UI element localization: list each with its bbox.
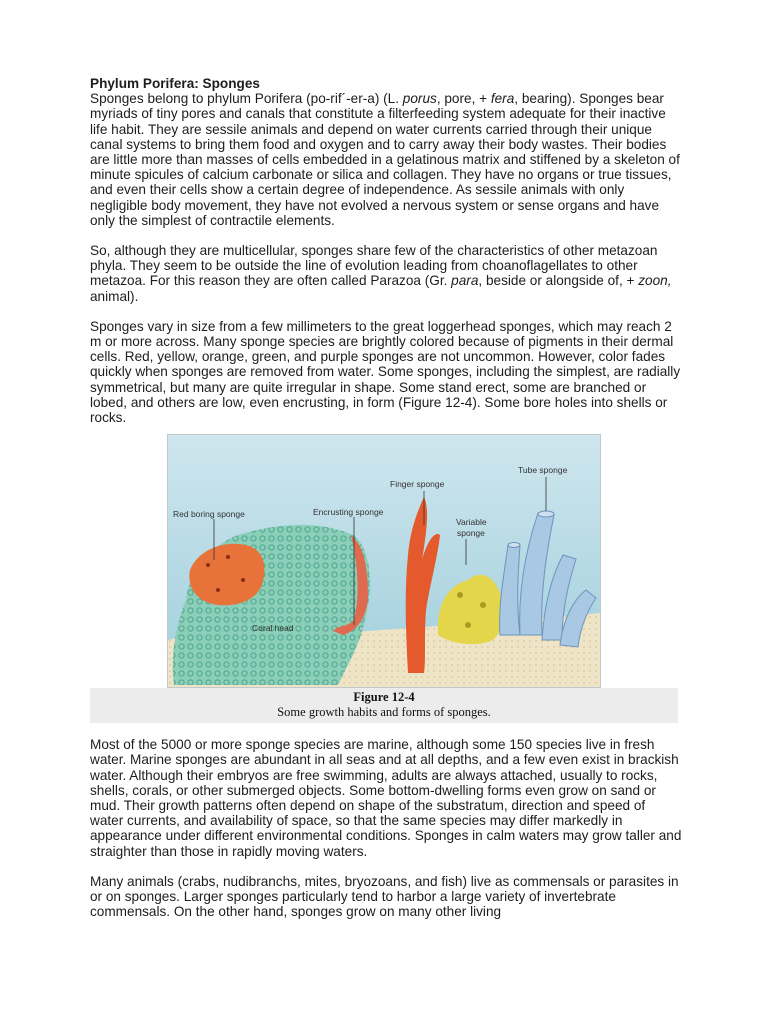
paragraph-intro	[90, 91, 682, 228]
greek-term-para: para	[451, 273, 479, 289]
latin-term-fera: fera	[490, 91, 515, 107]
label-finger-sponge: Finger sponge	[390, 479, 445, 490]
caption-title: Figure 12-4	[353, 690, 415, 705]
text-run: So, although they are multicellular, sponges share few of the characteristics of other metazoan phyla. They seem to be outside the line of evolution leading from choanoflagellates to other metazoa. For this reason they are often called Parazoa (Gr.	[90, 243, 658, 289]
text-run: , pore, +	[436, 91, 491, 107]
latin-term-porus: porus	[402, 91, 437, 107]
paragraph-habitat: Most of the 5000 or more sponge species are marine, although some 150 species live in fresh water. Marine sponges are abundant in all seas and at all depths, and a few even exist in brackish water. Although their embryos are free swimming, adults are always attached, usually to rocks, shells, corals, or other submerged objects. Some bottom-dwelling forms even grow on sand or mud. Their growth patterns often depend on shape of the substratum, direction and speed of water currents, and availability of space, so that the same species may differ markedly in appearance under different environmental conditions. Sponges in calm waters may grow taller and straighter than those in rapidly moving waters.	[90, 737, 682, 859]
caption-text: Some growth habits and forms of sponges.	[277, 705, 491, 720]
sponge-illustration	[167, 434, 601, 688]
label-red-boring-sponge: Red boring sponge	[173, 509, 245, 520]
paragraph-parazoa	[90, 243, 682, 304]
label-coral-head: Coral head	[252, 623, 294, 634]
greek-term-zoon: zoon,	[638, 273, 672, 289]
label-variable-sponge-2: sponge	[457, 528, 485, 539]
figure-12-4	[90, 434, 682, 723]
label-variable-sponge-1: Variable	[456, 517, 487, 528]
section-heading: Phylum Porifera: Sponges	[90, 76, 260, 91]
text-run: , bearing). Sponges bear myriads of tiny pores and canals that constitute a filterfeeding system adequate for their inactive life habit. They are sessile animals and depend on water currents carried through their unique canal systems to bring them food and oxygen and to carry away their body wastes. Their bodies are little more than masses of cells embedded in a gelatinous matrix and stiffened by a skeleton of minute spicules of calcium carbonate or silica and collagen. They have no organs or true tissues, and even their cells show a certain degree of independence. As sessile animals with only negligible body movement, they have not evolved a nervous system or sense organs and have only the simplest of contractile elements.	[90, 91, 680, 228]
paragraph-size-color: Sponges vary in size from a few millimeters to the great loggerhead sponges, which may reach 2 m or more across. Many sponge species are brightly colored because of pigments in their dermal cells. Red, yellow, orange, green, and purple sponges are not uncommon. However, color fades quickly when sponges are removed from water. Some sponges, including the simplest, are radially symmetrical, but many are quite irregular in shape. Some stand erect, some are branched or lobed, and others are low, even encrusting, in form (Figure 12-4). Some bore holes into shells or rocks.	[90, 318, 681, 426]
text-run: Sponges belong to phylum Porifera (po-rif´-er-a) (L.	[90, 91, 403, 107]
label-encrusting-sponge: Encrusting sponge	[313, 507, 384, 518]
label-tube-sponge: Tube sponge	[518, 465, 568, 476]
document-page	[90, 76, 682, 935]
paragraph-commensals: Many animals (crabs, nudibranchs, mites, bryozoans, and fish) live as commensals or parasites in or on sponges. Larger sponges particularly tend to harbor a large variety of invertebrate commensals. On the other hand, sponges grow on many other living	[90, 873, 679, 920]
figure-caption	[90, 688, 678, 723]
text-run: animal).	[90, 288, 139, 304]
text-run: , beside or alongside of, +	[478, 273, 639, 289]
